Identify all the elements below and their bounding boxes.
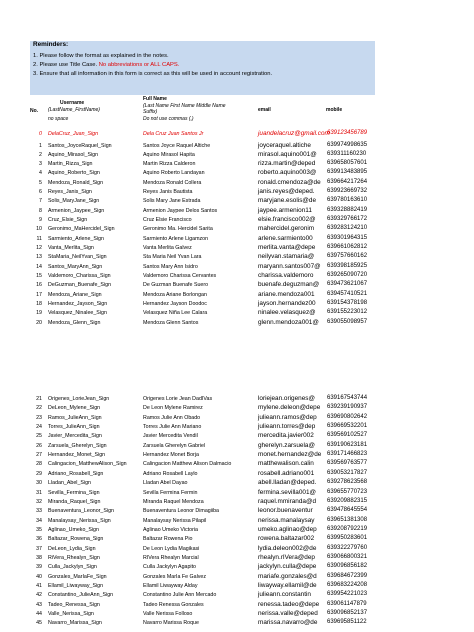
- username-cell: Reyes_Janis_Sign: [48, 189, 92, 196]
- username-cell: Mendoza_Ariane_Sign: [48, 291, 102, 298]
- username-cell: Valdemoro_Charissa_Sign: [48, 273, 111, 280]
- mobile-cell: 639329766172: [327, 216, 368, 223]
- row-number: 31: [36, 489, 42, 496]
- username-cell: Aquino_Mirasol_Sign: [48, 151, 99, 158]
- email-cell: maryann.santos007@: [258, 262, 321, 270]
- username-cell: Sevilla_Fermina_Sign: [48, 489, 100, 496]
- row-number: 7: [39, 198, 42, 205]
- mobile-cell: 639096852137: [327, 610, 368, 617]
- row-number: 43: [36, 601, 42, 608]
- table-row: [0, 498, 474, 507]
- mobile-cell: 639096856182: [327, 563, 368, 570]
- row-number: 38: [36, 554, 42, 561]
- username-cell: Hernandez_Jayson_Sign: [48, 301, 108, 308]
- full-name-cell: Ramos Julie Ann Obado: [143, 414, 201, 421]
- username-cell: RiVera_Rhealyn_Sign: [48, 554, 100, 561]
- email-cell: janis.reyes@deped.: [258, 188, 315, 196]
- mobile-cell: 639661062812: [327, 244, 368, 251]
- mobile-cell: 639190623181: [327, 441, 368, 448]
- table-row: [0, 235, 474, 244]
- reminder-line-1: 1. Please follow the format as explained in the notes.: [33, 53, 169, 59]
- table-row: [0, 582, 474, 591]
- mobile-cell: 639301964315: [327, 234, 368, 241]
- email-cell: rowena.baltazar002: [258, 535, 315, 543]
- full-name-cell: RIVera Rhealyn Marcial: [143, 554, 199, 561]
- mobile-cell: 639954221023: [327, 591, 368, 598]
- username-cell: Santos_MaryAnn_Sign: [48, 263, 103, 270]
- table-row: [0, 517, 474, 526]
- table-row: [0, 188, 474, 197]
- row-number: 2: [39, 151, 42, 158]
- mobile-cell: 639239190937: [327, 404, 368, 411]
- username-cell: Sarmiento_Arlene_Sign: [48, 235, 104, 242]
- username-cell: Cruz_Elsie_Sign: [48, 217, 88, 224]
- mobile-cell: 639398185925: [327, 262, 368, 269]
- table-row: [0, 291, 474, 300]
- mobile-cell: 639278623568: [327, 479, 368, 486]
- table-row: [0, 526, 474, 535]
- row-number: 18: [36, 301, 42, 308]
- row-number: 16: [36, 282, 42, 289]
- email-cell: fermina.sevilla001@: [258, 488, 316, 496]
- mobile-cell: 639664217264: [327, 178, 368, 185]
- table-row: [0, 591, 474, 600]
- reminder-line-2-warning: No abbreviations or ALL CAPS.: [98, 62, 180, 68]
- email-cell: leonor.buenaventur: [258, 507, 313, 515]
- mobile-cell: 639913483895: [327, 169, 368, 176]
- full-name-cell: Santos Joyce Raquel Altiche: [143, 142, 211, 149]
- table-row: [0, 179, 474, 188]
- row-number: 19: [36, 310, 42, 317]
- mobile-cell: 639569763577: [327, 460, 368, 467]
- username-cell: Gonzales_MarIaFe_Sign: [48, 573, 107, 580]
- username-cell: Baltazar_Rowena_Sign: [48, 536, 104, 543]
- full-name-cell: Dela Cruz Juan Santos Jr: [143, 131, 204, 137]
- full-name-cell: Martin Rizza Calderon: [143, 161, 196, 168]
- table-row: [0, 319, 474, 328]
- email-cell: rizza.martin@deped: [258, 160, 316, 168]
- email-cell: nerissa.valle@deped: [258, 610, 318, 618]
- username-cell: Martin_Rizza_Sign: [48, 161, 93, 168]
- header-full-name: Full Name: [143, 96, 167, 102]
- email-cell: juandelacruz@gmail.com: [258, 130, 330, 137]
- email-cell: mariafe.gonzales@d: [258, 572, 317, 580]
- row-number: 17: [36, 291, 42, 298]
- table-row: [0, 610, 474, 619]
- mobile-cell: 639055098957: [327, 318, 368, 325]
- username-cell: Origenes_LorieJean_Sign: [48, 396, 110, 402]
- row-number: 9: [39, 217, 42, 224]
- email-cell: maryjane.esolis@de: [258, 197, 316, 205]
- email-cell: ronald.cmendoza@de: [258, 178, 321, 186]
- row-number: 24: [36, 424, 42, 431]
- full-name-cell: Solis Mary Jane Estrada: [143, 198, 201, 205]
- email-cell: julieann.torres@dep: [258, 423, 316, 431]
- row-number: 10: [36, 226, 42, 233]
- email-cell: arlene.sarmiento00: [258, 234, 313, 242]
- row-number: 4: [39, 170, 42, 177]
- table-row: [0, 281, 474, 290]
- full-name-cell: Origenes Lorie Jean DadIVas: [143, 396, 213, 402]
- username-cell: Vanta_Merlita_Sign: [48, 245, 94, 252]
- username-cell: Miranda_Raquel_Sign: [48, 498, 101, 505]
- username-cell: Ramos_JulieAnn_Sign: [48, 414, 102, 421]
- header-username-note: no space: [48, 116, 69, 122]
- email-cell: liwayway.ellamil@de: [258, 582, 317, 589]
- row-number: 29: [36, 470, 42, 477]
- full-name-cell: Sarmiento Arlene Ligamzon: [143, 235, 209, 242]
- mobile-cell: 639154378198: [327, 300, 368, 307]
- reminders-box: [30, 41, 375, 95]
- table-row: [0, 300, 474, 309]
- row-number: 5: [39, 179, 42, 186]
- username-cell: Armenion_Jaypee_Sign: [48, 207, 105, 214]
- username-cell: Aglinao_Umeko_Sign: [48, 526, 99, 533]
- full-name-cell: Armenion Jaypee Delos Santos: [143, 207, 218, 214]
- mobile-cell: 639473621067: [327, 281, 368, 288]
- header-username: Username: [60, 100, 85, 106]
- full-name-cell: Tadeo Renessa Gonzales: [143, 601, 204, 608]
- row-number: 3: [39, 161, 42, 168]
- full-name-cell: Constantino Julie Ann Mercado: [143, 592, 217, 599]
- email-cell: mahercidel.geronim: [258, 225, 315, 233]
- mobile-cell: 639780163610: [327, 197, 368, 204]
- email-cell: ninalee.velasquez@: [258, 309, 316, 317]
- username-cell: Zarsuela_Gherelyn_Sign: [48, 442, 107, 449]
- full-name-cell: Aquino Mirasol Hapita: [143, 151, 195, 158]
- full-name-cell: Valdemoro Charissa Cervantes: [143, 273, 217, 280]
- full-name-cell: Ellamil Liwayway Alday: [143, 583, 198, 589]
- mobile-cell: 639690802642: [327, 413, 368, 420]
- username-cell: Aquino_Roberto_Sign: [48, 170, 100, 177]
- email-cell: jaypee.armenion11: [258, 206, 312, 214]
- mobile-cell: 639208792219: [327, 525, 368, 532]
- table-row: [0, 601, 474, 610]
- table-row: [0, 309, 474, 318]
- header-full-name-format-2: Suffix): [143, 109, 158, 115]
- mobile-cell: 639209882315: [327, 497, 368, 504]
- email-cell: mylene.deleon@depe: [258, 404, 321, 412]
- username-cell: DelaCruz_Juan_Sign: [48, 131, 99, 137]
- username-cell: Navarro_Marissa_Sign: [48, 620, 102, 627]
- username-cell: Tadeo_Renessa_Sign: [48, 601, 100, 608]
- mobile-cell: 639974998635: [327, 141, 368, 148]
- reminders-title: Reminders:: [33, 41, 69, 48]
- row-number: 6: [39, 189, 42, 196]
- email-cell: nerissa.manalaysay: [258, 516, 315, 524]
- table-row: [0, 442, 474, 451]
- email-cell: jayson.hernandez00: [258, 300, 316, 308]
- table-row: [0, 460, 474, 469]
- full-name-cell: Adriano Rosabell Laylo: [143, 470, 198, 477]
- email-cell: buenafe.deguzman@: [258, 281, 320, 289]
- username-cell: Hernandez_Monet_Sign: [48, 452, 106, 459]
- table-row: [0, 395, 474, 404]
- row-number: 36: [36, 536, 42, 543]
- table-row: [0, 451, 474, 460]
- username-cell: Solis_MaryJane_Sign: [48, 198, 100, 205]
- full-name-cell: Gonzales MarIa Fe Galvez: [143, 573, 206, 580]
- row-number: 33: [36, 508, 42, 515]
- row-number: 8: [39, 207, 42, 214]
- full-name-cell: De Leon Mylene Ramirez: [143, 405, 203, 412]
- full-name-cell: Javier Mercedita Vendil: [143, 433, 198, 440]
- header-full-name-note: Do not use commas (,): [143, 116, 194, 122]
- table-row: [0, 225, 474, 234]
- row-number: 11: [36, 235, 42, 242]
- full-name-cell: Hernandez Jayson Doodoc: [143, 301, 207, 308]
- row-number: 34: [36, 517, 42, 524]
- full-name-cell: Torres Julie Ann Mariano: [143, 424, 202, 431]
- full-name-cell: Mendoza Ariane Borlongan: [143, 291, 207, 298]
- mobile-cell: 639695851122: [327, 619, 367, 626]
- email-cell: jackylyn.culla@depe: [258, 563, 317, 571]
- row-number: 15: [36, 273, 42, 280]
- table-row: [0, 423, 474, 432]
- mobile-cell: 639478645554: [327, 507, 368, 514]
- username-cell: Adriano_Rosabell_Sign: [48, 470, 104, 477]
- email-cell: roberto.aquino003@: [258, 169, 317, 177]
- username-cell: Torres_JulieAnn_Sign: [48, 424, 100, 431]
- table-row: [0, 207, 474, 216]
- mobile-cell: 639311160230: [327, 150, 367, 157]
- full-name-cell: Sevilla Fermina Fermin: [143, 489, 198, 496]
- table-row: [0, 253, 474, 262]
- mobile-cell: 639923669732: [327, 188, 368, 195]
- full-name-cell: Calingacion Matthew Alison Dalmacio: [143, 461, 232, 468]
- full-name-cell: Zarsuela Gherelyn Gabriel: [143, 442, 206, 449]
- mobile-cell: 639061147879: [327, 600, 367, 607]
- username-cell: Valle_Nerissa_Sign: [48, 611, 94, 618]
- table-row: [0, 573, 474, 582]
- full-name-cell: Mendoza Glenn Santos: [143, 319, 199, 326]
- email-cell: mercedita.javier002: [258, 432, 314, 440]
- mobile-cell: 639283124210: [327, 225, 368, 232]
- username-cell: DeLeon_Lydia_Sign: [48, 545, 96, 552]
- table-row: [0, 479, 474, 488]
- username-cell: Ellamil_Liwayway_Sign: [48, 583, 104, 589]
- header-full-name-format-1: (Last Name First Name Middle Name: [143, 103, 226, 109]
- mobile-cell: 639757660162: [327, 253, 368, 260]
- email-cell: matthewalison.calin: [258, 460, 314, 468]
- full-name-cell: Culla Jackylyn Agapito: [143, 564, 196, 571]
- table-row: [0, 142, 474, 151]
- row-number: 30: [36, 480, 42, 487]
- example-row: [0, 130, 474, 139]
- full-name-cell: De Guzman Buenafe Suero: [143, 282, 209, 289]
- full-name-cell: Miranda Raquel Mendoza: [143, 498, 204, 505]
- username-cell: Manalaysay_Nerissa_Sign: [48, 517, 111, 524]
- full-name-cell: Mendoza Ronald Collera: [143, 179, 202, 186]
- email-cell: rosabell.adriano001: [258, 469, 315, 477]
- header-username-format: (LastName_FirstName): [48, 107, 100, 113]
- full-name-cell: Sta Maria Neil Yvan Lara: [143, 254, 202, 261]
- username-cell: Velasquez_Ninalee_Sign: [48, 310, 107, 317]
- email-cell: loriejean.origenes@: [258, 395, 315, 402]
- email-cell: charissa.valdemoro: [258, 272, 314, 280]
- email-cell: raquel.mmiranda@d: [258, 497, 316, 505]
- email-cell: merlita.vanta@depe: [258, 244, 316, 252]
- row-number: 39: [36, 564, 42, 571]
- table-row: [0, 470, 474, 479]
- email-cell: umeko.aglinao@dep: [258, 525, 317, 533]
- row-number: 13: [36, 254, 42, 261]
- email-cell: glenn.mendoza001@: [258, 318, 319, 326]
- row-number: 26: [36, 442, 42, 449]
- row-number: 32: [36, 498, 42, 505]
- email-cell: neilyvan.stamaria@: [258, 253, 315, 261]
- username-cell: Calingacion_MatthewAlison_Sign: [48, 461, 127, 468]
- mobile-cell: 639155223012: [327, 309, 368, 316]
- mobile-cell: 639328882419: [327, 206, 368, 213]
- mobile-cell: 639457410521: [327, 290, 368, 297]
- email-cell: julieann.constantin: [258, 591, 311, 599]
- full-name-cell: Santos Mary Ann Isidro: [143, 263, 198, 270]
- table-row: [0, 169, 474, 178]
- username-cell: Geronimo_MaHercidel_Sign: [48, 226, 115, 233]
- row-number: 25: [36, 433, 42, 440]
- full-name-cell: Navarro Marissa Roque: [143, 620, 199, 627]
- table-row: [0, 404, 474, 413]
- header-mobile: mobile: [326, 107, 343, 113]
- table-row: [0, 563, 474, 572]
- full-name-cell: Hernandez Monet Borja: [143, 452, 199, 459]
- reminder-line-2-text: 2. Please use Title Case.: [33, 62, 99, 68]
- username-cell: Javier_Mercedita_Sign: [48, 433, 102, 440]
- full-name-cell: Vanta Merlita Galvez: [143, 245, 192, 252]
- email-cell: marissa.navarro@de: [258, 619, 318, 627]
- mobile-cell: 639322279760: [327, 544, 368, 551]
- full-name-cell: Valle Nerissa Folloso: [143, 611, 193, 618]
- row-number: 40: [36, 573, 42, 580]
- full-name-cell: Buenaventura Leonor Dimagiiba: [143, 508, 219, 515]
- email-cell: renessa.tadeo@depe: [258, 600, 320, 608]
- row-number: 20: [36, 319, 42, 326]
- row-number: 45: [36, 620, 42, 627]
- row-number: 21: [36, 396, 42, 402]
- row-number: 0: [39, 131, 42, 137]
- full-name-cell: Velasquez Niña Lee Calara: [143, 310, 208, 317]
- mobile-cell: 639167543744: [327, 395, 368, 401]
- email-cell: elsie.francisco002@: [258, 216, 316, 224]
- row-number: 23: [36, 414, 42, 421]
- reminder-line-3: 3. Ensure that all information in this form is correct as this will be used in account registration.: [33, 71, 273, 77]
- email-cell: joyceraquel.altiche: [258, 141, 311, 149]
- mobile-cell: 639569102527: [327, 432, 368, 439]
- table-row: [0, 619, 474, 628]
- username-cell: DeLeon_Mylene_Sign: [48, 405, 101, 412]
- full-name-cell: De Leon Lydia Magikasi: [143, 545, 200, 552]
- email-cell: ariane.mendoza001: [258, 290, 315, 298]
- reminder-line-2: [33, 62, 179, 68]
- username-cell: Culla_Jackylyn_Sign: [48, 564, 97, 571]
- mobile-cell: 639053217827: [327, 469, 368, 476]
- table-row: [0, 489, 474, 498]
- mobile-cell: 639683224208: [327, 582, 368, 588]
- username-cell: DeGuzman_Buenafe_Sign: [48, 282, 112, 289]
- table-row: [0, 216, 474, 225]
- row-number: 42: [36, 592, 42, 599]
- full-name-cell: Geronimo Ma. Hercidel Sarita: [143, 226, 213, 233]
- email-cell: lydia.deleon002@de: [258, 544, 317, 552]
- username-cell: Santos_JoyceRaquel_Sign: [48, 142, 112, 149]
- username-cell: Lladan_Abel_Sign: [48, 480, 92, 487]
- mobile-cell: 639265090720: [327, 272, 368, 279]
- header-no: No.: [30, 108, 39, 114]
- table-row: [0, 554, 474, 563]
- mobile-cell: 639123456789: [327, 130, 368, 136]
- mobile-cell: 639171466823: [327, 451, 368, 458]
- row-number: 44: [36, 611, 42, 618]
- table-row: [0, 545, 474, 554]
- mobile-cell: 639684672399: [327, 572, 368, 579]
- table-row: [0, 263, 474, 272]
- mobile-cell: 639669532201: [327, 423, 368, 430]
- row-number: 12: [36, 245, 42, 252]
- row-number: 35: [36, 526, 42, 533]
- username-cell: StaMaria_NeilYvan_Sign: [48, 254, 107, 261]
- full-name-cell: Aglinao Umeko Victoria: [143, 526, 198, 533]
- full-name-cell: Lladan Abel Dayao: [143, 480, 188, 487]
- table-row: [0, 507, 474, 516]
- header-email: email: [258, 107, 271, 113]
- row-number: 14: [36, 263, 42, 270]
- table-row: [0, 244, 474, 253]
- table-row: [0, 160, 474, 169]
- username-cell: Constantino_JulieAnn_Sign: [48, 592, 114, 599]
- email-cell: rhealyn.rIVera@dep: [258, 553, 315, 561]
- row-number: 22: [36, 405, 42, 412]
- username-cell: Mendoza_Ronald_Sign: [48, 179, 104, 186]
- table-row: [0, 535, 474, 544]
- mobile-cell: 639950283601: [327, 535, 368, 542]
- mobile-cell: 639651381308: [327, 516, 368, 523]
- row-number: 41: [36, 583, 42, 589]
- table-row: [0, 414, 474, 423]
- table-row: [0, 151, 474, 160]
- table-row: [0, 272, 474, 281]
- mobile-cell: 639066800321: [327, 553, 368, 560]
- mobile-cell: 639658057601: [327, 160, 368, 167]
- full-name-cell: Aquino Roberto Landayan: [143, 170, 205, 177]
- full-name-cell: Cruz Elsie Francisco: [143, 217, 192, 224]
- row-number: 27: [36, 452, 42, 459]
- full-name-cell: Manalaysay Nerissa Pilapil: [143, 517, 207, 524]
- full-name-cell: Reyes Janis Bautista: [143, 189, 193, 196]
- table-row: [0, 197, 474, 206]
- table-row: [0, 432, 474, 441]
- email-cell: abell.lladan@deped.: [258, 479, 317, 487]
- row-number: 28: [36, 461, 42, 468]
- full-name-cell: Baltazar Rowena Pio: [143, 536, 193, 543]
- email-cell: mirasol.aquino001@: [258, 150, 317, 158]
- username-cell: Mendoza_Glenn_Sign: [48, 319, 101, 326]
- email-cell: monet.hernandez@de: [258, 451, 322, 459]
- row-number: 1: [39, 142, 42, 149]
- mobile-cell: 639655770723: [327, 488, 368, 495]
- email-cell: gherelyn.zarsuela@: [258, 441, 315, 449]
- row-number: 37: [36, 545, 42, 552]
- username-cell: Buenaventura_Leonor_Sign: [48, 508, 114, 515]
- email-cell: julieann.ramos@dep: [258, 413, 317, 421]
